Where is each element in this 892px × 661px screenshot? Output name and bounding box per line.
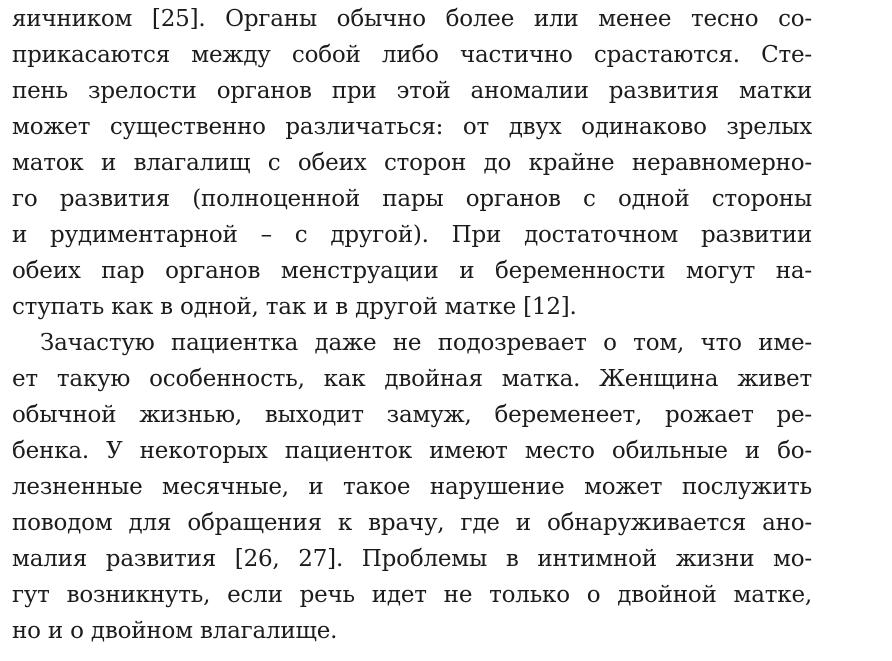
text-line: Зачастую пациентка даже не подозревает о том, что име- (40, 330, 812, 356)
text-line: обычной жизнью, выходит замуж, беременеет, рожает ре- (12, 402, 812, 428)
text-line: может существенно различаться: от двух одинаково зрелых (12, 114, 812, 140)
document-page (12, 0, 820, 661)
text-line: ет такую особенность, как двойная матка. Женщина живет (12, 366, 812, 392)
text-line: но и о двойном влагалище. (12, 618, 338, 644)
text-line: малия развития [26, 27]. Проблемы в интимной жизни мо- (12, 546, 812, 572)
text-line: лезненные месячные, и такое нарушение может послужить (12, 474, 812, 500)
text-line: бенка. У некоторых пациенток имеют место обильные и бо- (12, 438, 812, 464)
text-line: поводом для обращения к врачу, где и обнаруживается ано- (12, 510, 812, 536)
text-line: прикасаются между собой либо частично срастаются. Сте- (12, 42, 812, 68)
text-line: ступать как в одной, так и в другой матке [12]. (12, 294, 577, 320)
text-line: гут возникнуть, если речь идет не только о двойной матке, (12, 582, 812, 608)
text-line: пень зрелости органов при этой аномалии развития матки (12, 78, 812, 104)
text-line: го развития (полноценной пары органов с одной стороны (12, 186, 812, 212)
text-line: обеих пар органов менструации и беременности могут на- (12, 258, 812, 284)
text-line: яичником [25]. Органы обычно более или менее тесно со- (12, 6, 812, 32)
text-line: и рудиментарной – с другой). При достаточном развитии (12, 222, 812, 248)
text-line: маток и влагалищ с обеих сторон до крайне неравномерно- (12, 150, 812, 176)
